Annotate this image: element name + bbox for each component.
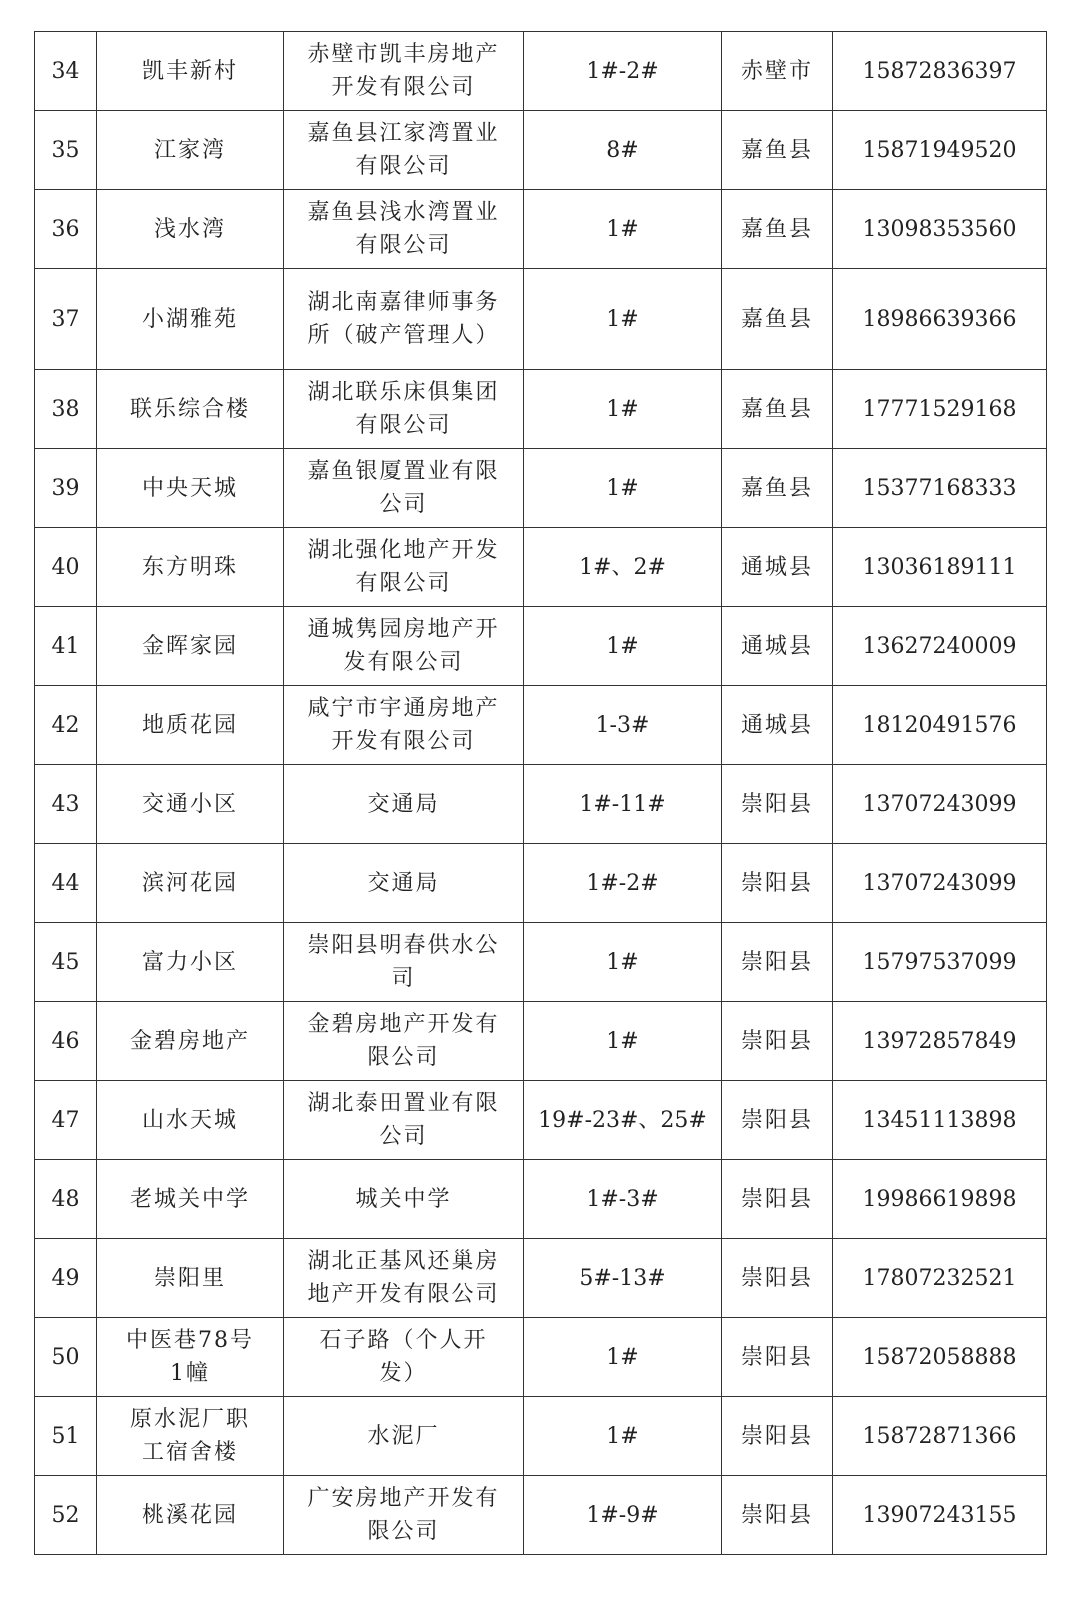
table-row <box>35 1002 1047 1081</box>
table-row <box>35 1318 1047 1397</box>
developer-name: 通城隽园房地产开发有限公司 <box>284 607 524 686</box>
contact-phone: 19986619898 <box>833 1160 1047 1239</box>
row-number: 42 <box>35 686 97 765</box>
developer-name: 湖北联乐床俱集团有限公司 <box>284 370 524 449</box>
row-number: 41 <box>35 607 97 686</box>
area-name: 嘉鱼县 <box>722 370 833 449</box>
project-name: 交通小区 <box>97 765 284 844</box>
developer-name: 广安房地产开发有限公司 <box>284 1476 524 1555</box>
building-number: 1# <box>524 923 722 1002</box>
developer-name: 湖北南嘉律师事务所（破产管理人） <box>284 269 524 370</box>
area-name: 嘉鱼县 <box>722 449 833 528</box>
developer-name: 湖北强化地产开发有限公司 <box>284 528 524 607</box>
housing-project-table <box>34 31 1047 1555</box>
row-number: 37 <box>35 269 97 370</box>
project-name: 山水天城 <box>97 1081 284 1160</box>
area-name: 崇阳县 <box>722 923 833 1002</box>
building-number: 1# <box>524 1397 722 1476</box>
contact-phone: 13451113898 <box>833 1081 1047 1160</box>
table-row <box>35 111 1047 190</box>
building-number: 1#-2# <box>524 32 722 111</box>
contact-phone: 18986639366 <box>833 269 1047 370</box>
building-number: 1# <box>524 1002 722 1081</box>
contact-phone: 13972857849 <box>833 1002 1047 1081</box>
project-name: 金碧房地产 <box>97 1002 284 1081</box>
contact-phone: 13036189111 <box>833 528 1047 607</box>
building-number: 1#-11# <box>524 765 722 844</box>
project-name: 浅水湾 <box>97 190 284 269</box>
row-number: 48 <box>35 1160 97 1239</box>
table-row <box>35 528 1047 607</box>
area-name: 崇阳县 <box>722 1002 833 1081</box>
building-number: 1# <box>524 190 722 269</box>
row-number: 49 <box>35 1239 97 1318</box>
table-row <box>35 686 1047 765</box>
project-name: 东方明珠 <box>97 528 284 607</box>
row-number: 43 <box>35 765 97 844</box>
project-name: 富力小区 <box>97 923 284 1002</box>
contact-phone: 13707243099 <box>833 765 1047 844</box>
table-row <box>35 1397 1047 1476</box>
table-row <box>35 190 1047 269</box>
area-name: 崇阳县 <box>722 1318 833 1397</box>
row-number: 46 <box>35 1002 97 1081</box>
area-name: 嘉鱼县 <box>722 269 833 370</box>
building-number: 1#、2# <box>524 528 722 607</box>
table-row <box>35 32 1047 111</box>
contact-phone: 15872836397 <box>833 32 1047 111</box>
table-body <box>35 32 1047 1555</box>
row-number: 39 <box>35 449 97 528</box>
building-number: 1#-9# <box>524 1476 722 1555</box>
contact-phone: 13907243155 <box>833 1476 1047 1555</box>
developer-name: 咸宁市宇通房地产开发有限公司 <box>284 686 524 765</box>
table-row <box>35 1476 1047 1555</box>
developer-name: 崇阳县明春供水公司 <box>284 923 524 1002</box>
area-name: 崇阳县 <box>722 1397 833 1476</box>
project-name: 江家湾 <box>97 111 284 190</box>
contact-phone: 17807232521 <box>833 1239 1047 1318</box>
developer-name: 金碧房地产开发有限公司 <box>284 1002 524 1081</box>
area-name: 崇阳县 <box>722 1160 833 1239</box>
project-name: 地质花园 <box>97 686 284 765</box>
developer-name: 湖北正基风还巢房地产开发有限公司 <box>284 1239 524 1318</box>
building-number: 1# <box>524 1318 722 1397</box>
building-number: 1# <box>524 370 722 449</box>
project-name: 中医巷78号1幢 <box>97 1318 284 1397</box>
developer-name: 石子路（个人开发） <box>284 1318 524 1397</box>
contact-phone: 17771529168 <box>833 370 1047 449</box>
table-row <box>35 1081 1047 1160</box>
area-name: 崇阳县 <box>722 1476 833 1555</box>
developer-name: 赤壁市凯丰房地产开发有限公司 <box>284 32 524 111</box>
contact-phone: 15872871366 <box>833 1397 1047 1476</box>
project-name: 金晖家园 <box>97 607 284 686</box>
project-name: 联乐综合楼 <box>97 370 284 449</box>
row-number: 44 <box>35 844 97 923</box>
developer-name: 水泥厂 <box>284 1397 524 1476</box>
table-row <box>35 370 1047 449</box>
contact-phone: 15797537099 <box>833 923 1047 1002</box>
table-row <box>35 923 1047 1002</box>
row-number: 52 <box>35 1476 97 1555</box>
building-number: 1# <box>524 449 722 528</box>
contact-phone: 15872058888 <box>833 1318 1047 1397</box>
area-name: 通城县 <box>722 607 833 686</box>
developer-name: 城关中学 <box>284 1160 524 1239</box>
project-name: 原水泥厂职工宿舍楼 <box>97 1397 284 1476</box>
building-number: 5#-13# <box>524 1239 722 1318</box>
table-row <box>35 1239 1047 1318</box>
area-name: 嘉鱼县 <box>722 111 833 190</box>
row-number: 36 <box>35 190 97 269</box>
contact-phone: 13098353560 <box>833 190 1047 269</box>
table-row <box>35 269 1047 370</box>
row-number: 35 <box>35 111 97 190</box>
project-name: 凯丰新村 <box>97 32 284 111</box>
contact-phone: 15377168333 <box>833 449 1047 528</box>
row-number: 40 <box>35 528 97 607</box>
developer-name: 交通局 <box>284 844 524 923</box>
project-name: 小湖雅苑 <box>97 269 284 370</box>
developer-name: 嘉鱼县江家湾置业有限公司 <box>284 111 524 190</box>
developer-name: 湖北泰田置业有限公司 <box>284 1081 524 1160</box>
row-number: 51 <box>35 1397 97 1476</box>
area-name: 崇阳县 <box>722 844 833 923</box>
contact-phone: 18120491576 <box>833 686 1047 765</box>
developer-name: 嘉鱼县浅水湾置业有限公司 <box>284 190 524 269</box>
table-row <box>35 765 1047 844</box>
row-number: 47 <box>35 1081 97 1160</box>
building-number: 1#-2# <box>524 844 722 923</box>
building-number: 1#-3# <box>524 1160 722 1239</box>
project-name: 老城关中学 <box>97 1160 284 1239</box>
row-number: 50 <box>35 1318 97 1397</box>
developer-name: 交通局 <box>284 765 524 844</box>
project-name: 桃溪花园 <box>97 1476 284 1555</box>
contact-phone: 13707243099 <box>833 844 1047 923</box>
table-row <box>35 844 1047 923</box>
area-name: 崇阳县 <box>722 1081 833 1160</box>
developer-name: 嘉鱼银厦置业有限公司 <box>284 449 524 528</box>
table-row <box>35 607 1047 686</box>
project-name: 中央天城 <box>97 449 284 528</box>
table-row <box>35 1160 1047 1239</box>
building-number: 1-3# <box>524 686 722 765</box>
project-name: 滨河花园 <box>97 844 284 923</box>
area-name: 崇阳县 <box>722 765 833 844</box>
area-name: 崇阳县 <box>722 1239 833 1318</box>
area-name: 嘉鱼县 <box>722 190 833 269</box>
area-name: 通城县 <box>722 528 833 607</box>
area-name: 赤壁市 <box>722 32 833 111</box>
row-number: 45 <box>35 923 97 1002</box>
building-number: 1# <box>524 607 722 686</box>
row-number: 34 <box>35 32 97 111</box>
contact-phone: 15871949520 <box>833 111 1047 190</box>
table-row <box>35 449 1047 528</box>
project-name: 崇阳里 <box>97 1239 284 1318</box>
building-number: 19#-23#、25# <box>524 1081 722 1160</box>
contact-phone: 13627240009 <box>833 607 1047 686</box>
building-number: 1# <box>524 269 722 370</box>
row-number: 38 <box>35 370 97 449</box>
building-number: 8# <box>524 111 722 190</box>
area-name: 通城县 <box>722 686 833 765</box>
